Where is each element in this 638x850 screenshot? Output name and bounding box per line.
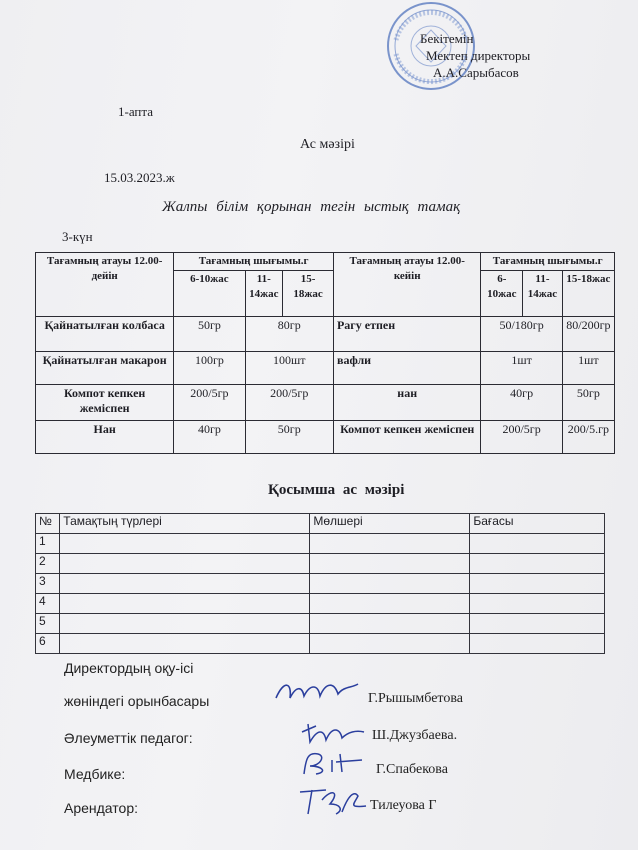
table-row bbox=[36, 534, 605, 554]
yield-cell: 200/5гр bbox=[174, 385, 245, 421]
row-number: 3 bbox=[36, 574, 60, 594]
row-number: 6 bbox=[36, 634, 60, 654]
menu-header-row bbox=[36, 253, 615, 271]
yield-cell: 1шт bbox=[562, 352, 614, 385]
approval-line1: Бекітемін bbox=[420, 31, 474, 46]
yield-cell: 80гр bbox=[245, 317, 333, 352]
yield-cell: 40гр bbox=[481, 385, 562, 421]
yield-cell: 40гр bbox=[174, 421, 245, 454]
menu-row bbox=[36, 317, 615, 352]
date-label: 15.03.2023.ж bbox=[104, 170, 175, 185]
approval-line2: Мектеп директоры bbox=[426, 48, 531, 63]
approval-block bbox=[418, 30, 530, 81]
tenant-name: Тилеуова Г bbox=[370, 798, 437, 813]
header-yield-2: Тағамның шығымы.г bbox=[481, 253, 615, 271]
menu-row bbox=[36, 385, 615, 421]
menu-row bbox=[36, 421, 615, 454]
nurse-signature bbox=[298, 748, 368, 778]
dish-before: Нан bbox=[36, 421, 174, 454]
page-title: Ас мәзірі bbox=[300, 137, 355, 152]
pedagog-signature bbox=[298, 718, 368, 748]
age-11-14-b: 11-14жас bbox=[523, 271, 563, 317]
table-row bbox=[36, 554, 605, 574]
day-label: 3-күн bbox=[62, 229, 93, 244]
pedagog-title: Әлеуметтік педагог: bbox=[64, 730, 193, 746]
extra-menu-title: Қосымша ас мәзірі bbox=[268, 482, 405, 498]
table-row bbox=[36, 574, 605, 594]
header-name-after: Тағамның атауы 12.00-кейін bbox=[333, 253, 480, 317]
yield-cell: 100гр bbox=[174, 352, 245, 385]
yield-cell: 50гр bbox=[174, 317, 245, 352]
age-11-14: 11-14жас bbox=[245, 271, 283, 317]
row-number: 5 bbox=[36, 614, 60, 634]
dish-after: Компот кепкен жеміспен bbox=[333, 421, 480, 454]
header-name-before: Тағамның атауы 12.00-дейін bbox=[36, 253, 174, 317]
row-number: 2 bbox=[36, 554, 60, 574]
dish-before: Қайнатылған колбаса bbox=[36, 317, 174, 352]
dish-before: Компот кепкен жеміспен bbox=[36, 385, 174, 421]
table-row bbox=[36, 634, 605, 654]
yield-cell: 50/180гр bbox=[481, 317, 562, 352]
dish-after: Рагу етпен bbox=[333, 317, 480, 352]
menu-row bbox=[36, 352, 615, 385]
header-quantity: Мөлшері bbox=[310, 514, 470, 534]
header-food-type: Тамақтың түрлері bbox=[60, 514, 310, 534]
tenant-title: Арендатор: bbox=[64, 800, 139, 816]
header-price: Бағасы bbox=[470, 514, 605, 534]
yield-cell: 200/5гр bbox=[245, 385, 333, 421]
nurse-name: Г.Спабекова bbox=[376, 762, 448, 777]
menu-table bbox=[35, 252, 615, 454]
nurse-title: Медбике: bbox=[64, 766, 126, 782]
row-number: 1 bbox=[36, 534, 60, 554]
deputy-name: Г.Рышымбетова bbox=[368, 691, 463, 706]
pedagog-name: Ш.Джузбаева. bbox=[372, 728, 458, 743]
approval-line3: А.А.Сарыбасов bbox=[433, 65, 519, 80]
age-15-18: 15-18жас bbox=[283, 271, 334, 317]
yield-cell: 80/200гр bbox=[562, 317, 614, 352]
yield-cell: 1шт bbox=[481, 352, 562, 385]
extra-menu-table bbox=[35, 513, 605, 654]
yield-cell: 50гр bbox=[245, 421, 333, 454]
yield-cell: 50гр bbox=[562, 385, 614, 421]
week-label: 1-апта bbox=[118, 104, 153, 119]
dish-before: Қайнатылған макарон bbox=[36, 352, 174, 385]
subtitle: Жалпы білім қорынан тегін ыстық тамақ bbox=[162, 199, 461, 215]
yield-cell: 100шт bbox=[245, 352, 333, 385]
table-row bbox=[36, 594, 605, 614]
dish-after: вафли bbox=[333, 352, 480, 385]
age-6-10-b: 6-10жас bbox=[481, 271, 523, 317]
header-yield: Тағамның шығымы.г bbox=[174, 253, 334, 271]
age-6-10: 6-10жас bbox=[174, 271, 245, 317]
dish-after: нан bbox=[333, 385, 480, 421]
deputy-title-line1: Директордың оқу-ісі bbox=[64, 660, 194, 676]
row-number: 4 bbox=[36, 594, 60, 614]
table-row bbox=[36, 614, 605, 634]
yield-cell: 200/5.гр bbox=[562, 421, 614, 454]
header-number: № bbox=[36, 514, 60, 534]
deputy-title-line2: жөніндегі орынбасары bbox=[64, 693, 210, 709]
deputy-signature bbox=[272, 676, 362, 706]
extra-header-row bbox=[36, 514, 605, 534]
age-15-18-b: 15-18жас bbox=[562, 271, 614, 317]
yield-cell: 200/5гр bbox=[481, 421, 562, 454]
tenant-signature bbox=[296, 782, 370, 818]
